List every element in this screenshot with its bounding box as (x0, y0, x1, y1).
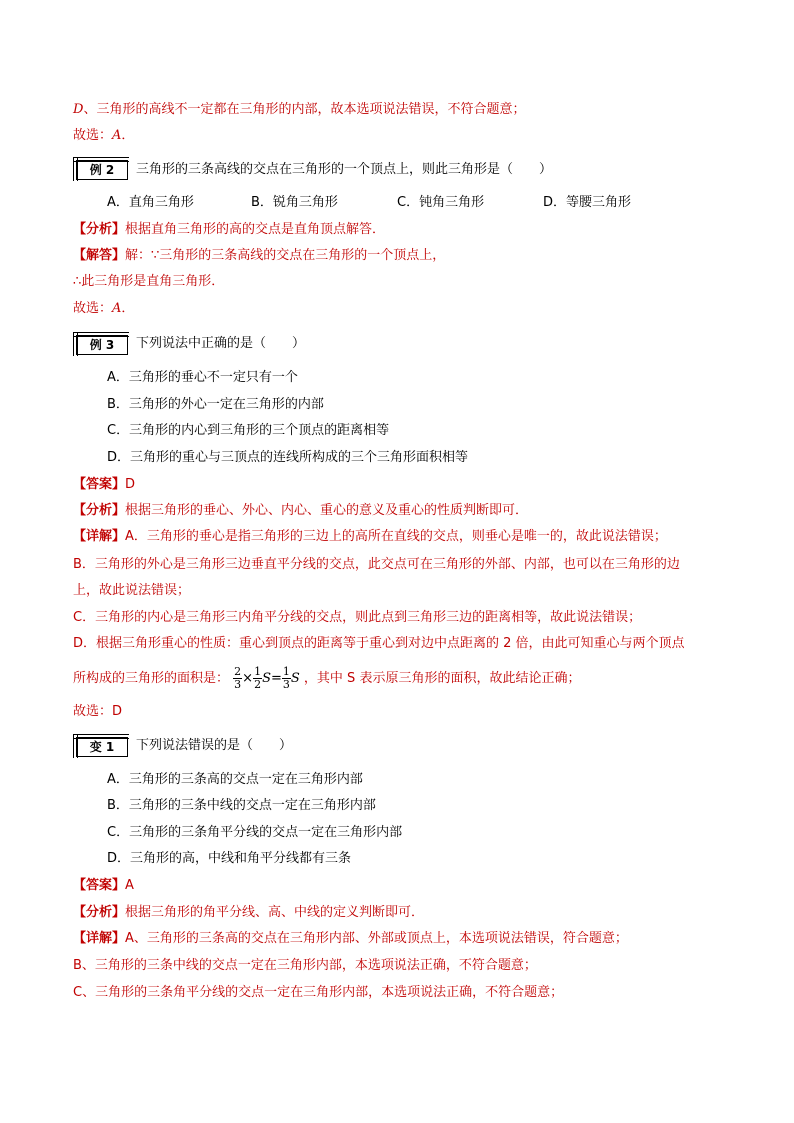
example-3-badge: 例 3 (76, 335, 128, 355)
example-3-detail-b-cont: 上，故此说法错误； (73, 583, 191, 598)
fraction-one-third: $\frac{1}{3}$ (282, 665, 290, 691)
example-3-detail-c: C．三角形的内心是三角形三内角平分线的交点，则此点到三角形三边的距离相等，故此说法错误； (73, 610, 642, 625)
example-3-analysis: 【分析】根据三角形的垂心、外心、内心、重心的意义及重心的性质判断即可． (73, 503, 529, 518)
example-3-answer: 【答案】D (73, 477, 136, 492)
example-3-option-c: C．三角形的内心到三角形的三个顶点的距离相等 (107, 423, 390, 438)
variant-1-option-a: A．三角形的三条高的交点一定在三角形内部 (107, 772, 363, 787)
variant-1-detail-b: B、三角形的三条中线的交点一定在三角形内部，本选项说法正确，不符合题意； (73, 958, 537, 973)
variant-1-option-c: C．三角形的三条角平分线的交点一定在三角形内部 (107, 825, 403, 840)
times-sign: × (242, 671, 254, 686)
variant-1-badge: 变 1 (76, 737, 128, 757)
example-3-option-a: A．三角形的垂心不一定只有一个 (107, 370, 298, 385)
variant-1-analysis: 【分析】根据三角形的角平分线、高、中线的定义判断即可． (73, 905, 425, 920)
example-3-option-b: B．三角形的外心一定在三角形的内部 (107, 397, 324, 412)
example-2-question: 三角形的三条高线的交点在三角形的一个顶点上，则此三角形是（ ） (136, 162, 553, 177)
example-3-detail-a: 【详解】A．三角形的垂心是指三角形的三边上的高所在直线的交点，则垂心是唯一的，故此说法错误； (73, 529, 667, 544)
variant-1-detail-a: 【详解】A、三角形的三条高的交点在三角形内部、外部或顶点上，本选项说法错误，符合题意； (73, 931, 628, 946)
example-3-detail-d: D．根据三角形重心的性质：重心到顶点的距离等于重心到对边中点距离的 2 倍，由此可知重心与两个顶点 (73, 636, 685, 651)
example-2-option-b: B．锐角三角形 (251, 195, 338, 210)
example-2-choose: 故选：A． (73, 301, 135, 316)
example-2-analysis: 【分析】根据直角三角形的高的交点是直角顶点解答． (73, 222, 386, 237)
example-3-option-d: D．三角形的重心与三顶点的连线所构成的三个三角形面积相等 (107, 450, 469, 465)
example-3-question: 下列说法中正确的是（ ） (136, 336, 306, 351)
fraction-two-thirds: $\frac{2}{3}$ (234, 665, 242, 691)
example-2-solution-conclusion: ∴此三角形是直角三角形． (73, 274, 225, 289)
variant-1-answer: 【答案】A (73, 878, 134, 893)
example-2-option-d: D．等腰三角形 (543, 195, 632, 210)
equals-sign: = (270, 671, 282, 686)
top-option-d-explanation: D、三角形的高线不一定都在三角形的内部，故本选项说法错误，不符合题意； (73, 102, 526, 117)
example-3-choose: 故选：D (73, 704, 123, 719)
example-3-detail-d-formula-line: 所构成的三角形的面积是： $\frac{2}{3}$ × $\frac{1}{2}$ S= $\frac{1}{3}$ S ，其中 S 表示原三角形的面积，故此结论正确； (73, 665, 581, 691)
example-3-detail-b: B．三角形的外心是三角形三边垂直平分线的交点，此交点可在三角形的外部、内部，也可以在三角形的边 (73, 557, 680, 572)
example-2-solution: 【解答】解：∵三角形的三条高线的交点在三角形的一个顶点上， (73, 248, 446, 263)
variant-1-option-d: D．三角形的高，中线和角平分线都有三条 (107, 851, 352, 866)
variant-1-option-b: B．三角形的三条中线的交点一定在三角形内部 (107, 798, 376, 813)
example-2-option-c: C．钝角三角形 (397, 195, 485, 210)
fraction-one-half: $\frac{1}{2}$ (254, 665, 262, 691)
top-choose: 故选：A． (73, 128, 135, 143)
variant-1-detail-c: C、三角形的三条角平分线的交点一定在三角形内部，本选项说法正确，不符合题意； (73, 985, 564, 1000)
variant-1-question: 下列说法错误的是（ ） (136, 738, 293, 753)
example-2-badge: 例 2 (76, 160, 128, 180)
example-2-option-a: A．直角三角形 (107, 195, 194, 210)
